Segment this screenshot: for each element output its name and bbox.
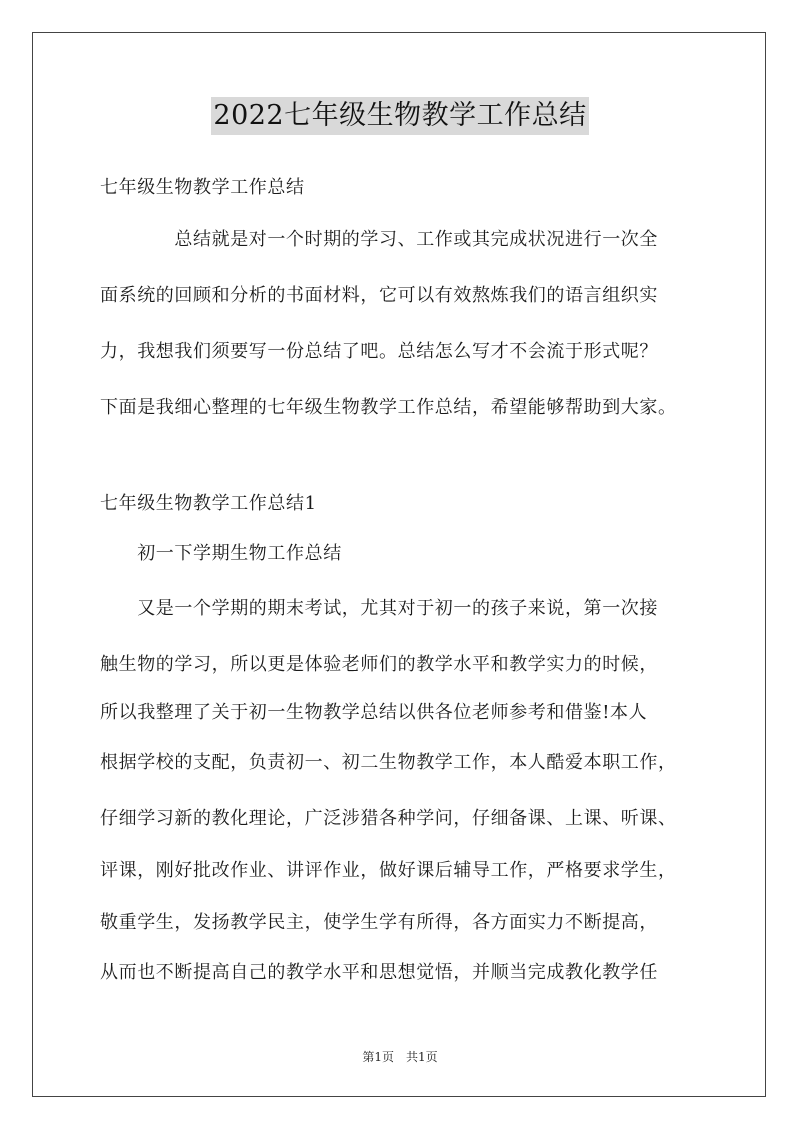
paragraph-line: 又是一个学期的期末考试，尤其对于初一的孩子来说，第一次接 [100, 598, 658, 619]
section-heading: 七年级生物教学工作总结 [100, 177, 305, 198]
document-title: 2022七年级生物教学工作总结 [211, 97, 588, 135]
paragraph-line: 面系统的回顾和分析的书面材料，它可以有效熬炼我们的语言组织实 [100, 285, 658, 306]
paragraph-line: 仔细学习新的教化理论，广泛涉猎各种学问，仔细备课、上课、听课、 [100, 808, 677, 829]
title-container [0, 97, 800, 135]
paragraph-line: 评课，刚好批改作业、讲评作业，做好课后辅导工作，严格要求学生， [100, 860, 677, 881]
page-footer: 第1页 共1页 [362, 1050, 438, 1064]
paragraph-line: 触生物的学习，所以更是体验老师们的教学水平和教学实力的时候， [100, 654, 658, 675]
paragraph-line: 所以我整理了关于初一生物教学总结以供各位老师参考和借鉴!本人 [100, 702, 648, 723]
paragraph-line: 下面是我细心整理的七年级生物教学工作总结，希望能够帮助到大家。 [100, 397, 677, 418]
paragraph-line: 从而也不断提高自己的教学水平和思想觉悟，并顺当完成教化教学任 [100, 962, 658, 983]
section-heading: 七年级生物教学工作总结1 [100, 493, 317, 514]
paragraph-line: 总结就是对一个时期的学习、工作或其完成状况进行一次全 [100, 229, 658, 250]
paragraph-line: 力，我想我们须要写一份总结了吧。总结怎么写才不会流于形式呢？ [100, 341, 658, 362]
paragraph-line: 敬重学生，发扬教学民主，使学生学有所得，各方面实力不断提高， [100, 912, 658, 933]
subsection-heading: 初一下学期生物工作总结 [100, 543, 342, 564]
paragraph-line: 根据学校的支配，负责初一、初二生物教学工作，本人酷爱本职工作， [100, 752, 677, 773]
